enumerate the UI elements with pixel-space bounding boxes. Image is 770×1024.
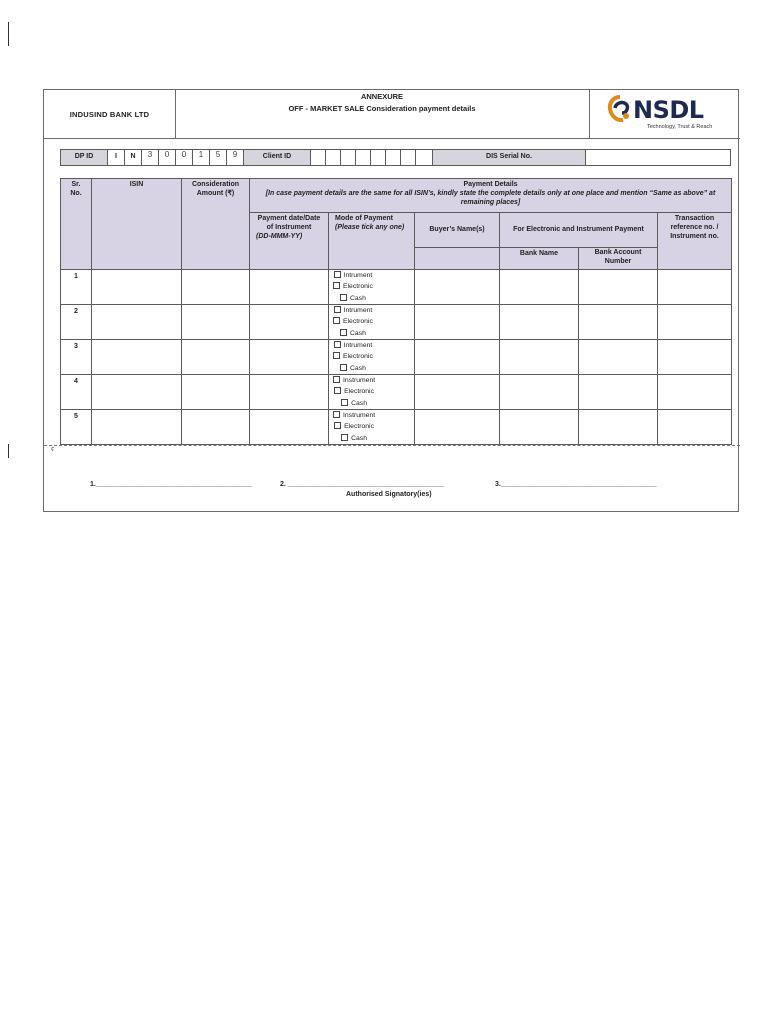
col-consideration: Consideration Amount (₹)	[181, 178, 250, 270]
col-payment-date	[249, 212, 329, 270]
row-1-payment-date[interactable]	[249, 269, 329, 305]
checkbox-icon[interactable]	[333, 352, 340, 359]
client-id-box-1[interactable]	[310, 149, 326, 166]
mode-option[interactable]	[333, 316, 373, 327]
checkbox-icon[interactable]	[333, 282, 340, 289]
row-1-mode	[328, 269, 415, 305]
mode-option[interactable]	[333, 328, 373, 339]
checkbox-icon[interactable]	[333, 411, 340, 418]
row-5-sr-no	[60, 409, 92, 445]
row-3-payment-date[interactable]	[249, 339, 329, 375]
section-divider	[44, 445, 740, 446]
client-id-box-4[interactable]	[355, 149, 371, 166]
nsdl-tagline: Technology, Trust & Reach	[647, 124, 713, 130]
col-sr-no: Sr. No.	[60, 178, 92, 270]
row-5-transaction-ref[interactable]	[657, 409, 732, 445]
row-4-sr-no	[60, 374, 92, 410]
dp-digit-3[interactable]: 3	[141, 149, 159, 166]
payment-details-note: [In case payment details are the same for all ISIN’s, kindly state the complete details only at one place and mention “Same as above” at remaining places]	[265, 189, 716, 206]
dp-id-label: DP ID	[60, 149, 108, 166]
mode-option[interactable]	[333, 398, 375, 409]
mode-option-label: Cash	[351, 399, 367, 407]
dis-serial-field[interactable]	[585, 149, 731, 166]
checkbox-icon[interactable]	[334, 271, 341, 278]
row-2-isin[interactable]	[91, 304, 182, 340]
dp-digit-1[interactable]: I	[107, 149, 125, 166]
dp-digit-6[interactable]: 1	[192, 149, 210, 166]
payment-details-header	[249, 178, 732, 213]
mode-option[interactable]	[333, 351, 373, 362]
mode-option-label: Cash	[351, 434, 367, 442]
row-3-bank-account[interactable]	[578, 339, 658, 375]
row-1-sr-no	[60, 269, 92, 305]
row-2-sr-no	[60, 304, 92, 340]
checkbox-icon[interactable]	[333, 376, 340, 383]
col-electronic-payment: For Electronic and Instrument Payment	[499, 212, 658, 248]
row-4-transaction-ref[interactable]	[657, 374, 732, 410]
row-2-mode	[328, 304, 415, 340]
form-subtitle: OFF - MARKET SALE Consideration payment details	[288, 104, 476, 113]
mode-option-label: Electronic	[344, 423, 374, 431]
bank-name: INDUSIND BANK LTD	[44, 90, 176, 138]
mode-option-label: Intrument	[343, 272, 373, 279]
nsdl-emblem-icon	[607, 94, 633, 124]
mode-option-label: Electronic	[343, 353, 373, 361]
row-5-bank-account[interactable]	[578, 409, 658, 445]
col-bank-account: Bank Account Number	[578, 247, 658, 270]
row-3-consideration[interactable]	[181, 339, 250, 375]
row-3-mode	[328, 339, 415, 375]
mode-option-label: Electronic	[343, 318, 373, 326]
row-5-buyer[interactable]	[414, 409, 500, 445]
mode-option-label: Cash	[349, 364, 366, 372]
mode-options	[333, 410, 375, 444]
row-3-isin[interactable]	[91, 339, 182, 375]
row-5-mode	[328, 409, 415, 445]
row-4-mode	[328, 374, 415, 410]
col-mode-label: Mode of Payment	[335, 215, 393, 222]
dp-digit-7[interactable]: 5	[209, 149, 227, 166]
mode-option[interactable]	[333, 281, 373, 292]
mode-option-label: Instrument	[343, 412, 376, 419]
row-5-isin[interactable]	[91, 409, 182, 445]
client-id-label: Client ID	[243, 149, 311, 166]
col-payment-date-label: Payment date/Date of Instrument	[257, 215, 321, 231]
mode-option[interactable]	[333, 375, 375, 386]
checkbox-icon[interactable]	[340, 329, 347, 336]
checkbox-icon[interactable]	[340, 364, 347, 371]
row-number: 5	[74, 413, 78, 420]
client-id-box-7[interactable]	[400, 149, 416, 166]
row-number: 3	[74, 343, 78, 350]
row-3-sr-no	[60, 339, 92, 375]
dp-digit-8[interactable]: 9	[226, 149, 244, 166]
row-2-bank-account[interactable]	[578, 304, 658, 340]
row-4-buyer[interactable]	[414, 374, 500, 410]
checkbox-icon[interactable]	[333, 317, 340, 324]
mode-options	[333, 305, 373, 339]
dis-serial-label: DIS Serial No.	[432, 149, 586, 166]
checkbox-icon[interactable]	[334, 387, 341, 394]
row-5-payment-date[interactable]	[249, 409, 329, 445]
col-buyer: Buyer’s Name(s)	[414, 212, 500, 248]
signatory-line-3[interactable]: 3.________________________________________	[495, 481, 657, 488]
col-mode	[328, 212, 415, 270]
mode-option[interactable]	[333, 340, 373, 351]
col-payment-date-format: (DD-MMM-YY)	[256, 232, 303, 240]
col-buyer-sub	[414, 247, 500, 270]
checkbox-icon[interactable]	[341, 434, 348, 441]
checkbox-icon[interactable]	[341, 399, 348, 406]
mode-option-label: Intrument	[343, 342, 373, 349]
client-id-box-2[interactable]	[325, 149, 341, 166]
header-divider	[44, 138, 740, 139]
row-number: 2	[74, 308, 78, 315]
form-title-block	[175, 90, 590, 138]
col-isin: ISIN	[91, 178, 182, 270]
checkbox-icon[interactable]	[334, 422, 341, 429]
client-id-box-8[interactable]	[415, 149, 433, 166]
mode-options	[333, 340, 373, 374]
mode-options	[333, 375, 375, 409]
mode-option-label: Intrument	[343, 307, 373, 314]
row-5-consideration[interactable]	[181, 409, 250, 445]
dp-digit-2[interactable]: N	[124, 149, 142, 166]
row-1-bank-name[interactable]	[499, 269, 579, 305]
mode-option[interactable]	[333, 270, 373, 281]
mode-option-label: Cash	[349, 294, 366, 302]
mode-option-label: Cash	[349, 329, 366, 337]
mode-option[interactable]	[333, 363, 373, 374]
mode-option[interactable]	[333, 410, 375, 421]
mode-option[interactable]	[333, 421, 375, 432]
col-bank-name: Bank Name	[499, 247, 579, 270]
row-2-buyer[interactable]	[414, 304, 500, 340]
row-1-bank-account[interactable]	[578, 269, 658, 305]
row-2-transaction-ref[interactable]	[657, 304, 732, 340]
row-1-isin[interactable]	[91, 269, 182, 305]
checkbox-icon[interactable]	[334, 341, 341, 348]
client-id-box-6[interactable]	[385, 149, 401, 166]
row-1-transaction-ref[interactable]	[657, 269, 732, 305]
payment-details-title: Payment Details	[463, 181, 518, 188]
row-2-consideration[interactable]	[181, 304, 250, 340]
row-3-transaction-ref[interactable]	[657, 339, 732, 375]
nsdl-logo-text: NSDL	[633, 96, 704, 124]
mode-option[interactable]	[333, 386, 375, 397]
row-4-payment-date[interactable]	[249, 374, 329, 410]
mode-option-label: Electronic	[344, 388, 374, 396]
mode-option[interactable]	[333, 305, 373, 316]
nsdl-logo	[589, 90, 739, 138]
signatory-line-2[interactable]: 2. ________________________________________	[280, 481, 444, 488]
row-1-consideration[interactable]	[181, 269, 250, 305]
mode-option-label: Instrument	[343, 377, 376, 384]
row-4-isin[interactable]	[91, 374, 182, 410]
col-mode-note: (Please tick any one)	[335, 223, 405, 231]
row-5-bank-name[interactable]	[499, 409, 579, 445]
marker-glyph: ¢	[51, 447, 55, 453]
row-3-buyer[interactable]	[414, 339, 500, 375]
client-id-box-3[interactable]	[340, 149, 356, 166]
row-3-bank-name[interactable]	[499, 339, 579, 375]
signatory-line-1[interactable]: 1.________________________________________	[90, 481, 252, 488]
client-id-box-5[interactable]	[370, 149, 386, 166]
mode-option-label: Electronic	[343, 283, 373, 291]
row-2-bank-name[interactable]	[499, 304, 579, 340]
text-cursor-mark-2	[8, 444, 9, 458]
mode-option[interactable]	[333, 293, 373, 304]
text-cursor-mark	[8, 22, 9, 46]
annexure-title: ANNEXURE	[360, 92, 404, 101]
row-4-bank-name[interactable]	[499, 374, 579, 410]
dp-digit-5[interactable]: 0	[175, 149, 193, 166]
mode-option[interactable]	[333, 433, 375, 444]
row-1-buyer[interactable]	[414, 269, 500, 305]
authorised-signatory-label: Authorised Signatory(ies)	[346, 491, 432, 498]
col-transaction-ref: Transaction reference no. / Instrument no.	[657, 212, 732, 270]
dp-digit-4[interactable]: 0	[158, 149, 176, 166]
mode-options	[333, 270, 373, 304]
row-number: 1	[74, 273, 78, 280]
row-2-payment-date[interactable]	[249, 304, 329, 340]
row-4-consideration[interactable]	[181, 374, 250, 410]
annexure-form	[43, 89, 739, 512]
checkbox-icon[interactable]	[340, 294, 347, 301]
checkbox-icon[interactable]	[334, 306, 341, 313]
row-4-bank-account[interactable]	[578, 374, 658, 410]
row-number: 4	[74, 378, 78, 385]
